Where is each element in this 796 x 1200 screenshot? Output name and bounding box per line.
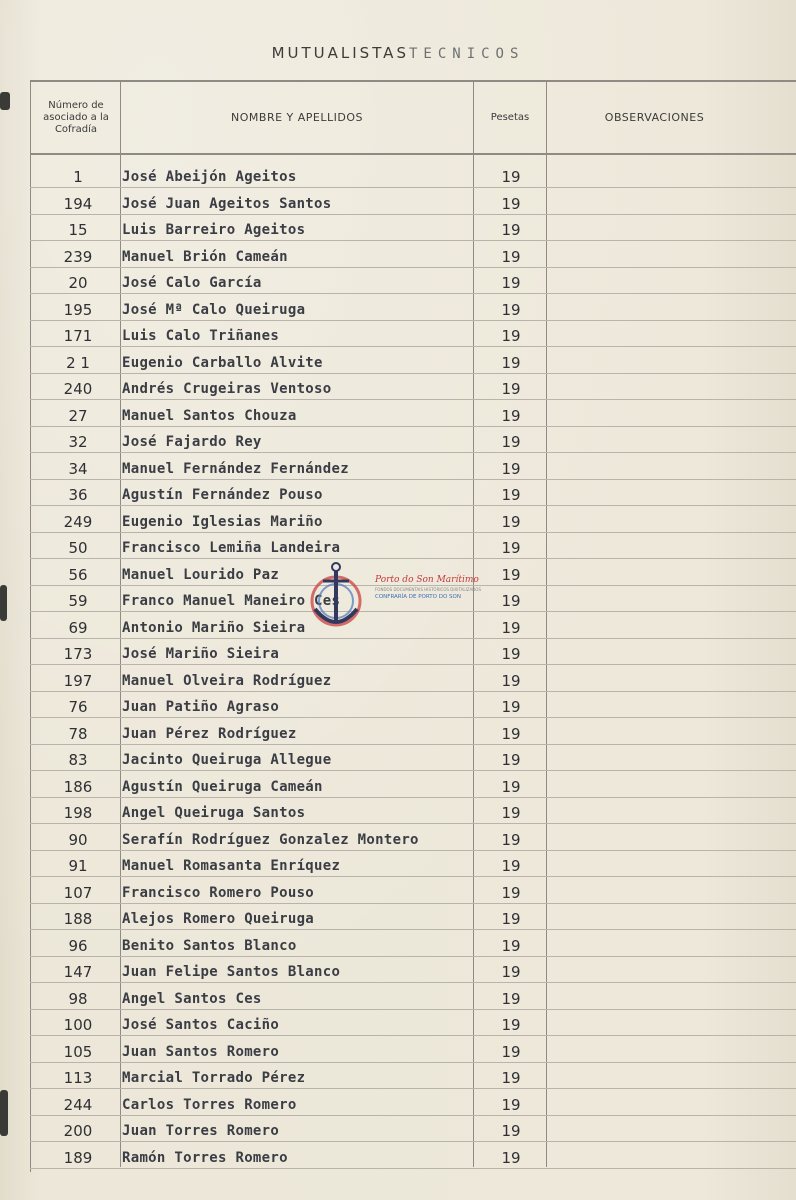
table-row [30, 189, 796, 215]
member-name: Angel Queiruga Santos [122, 805, 306, 821]
member-number: 240 [63, 380, 93, 398]
member-number: 188 [63, 910, 93, 928]
member-name: Carlos Torres Romero [122, 1096, 297, 1113]
table-header-rule [30, 153, 796, 155]
table-row [30, 268, 796, 294]
member-number: 194 [63, 194, 93, 213]
member-name: Manuel Santos Chouza [122, 407, 297, 424]
member-number: 34 [68, 459, 88, 478]
member-number: 147 [63, 963, 93, 981]
pesetas-amount: 19 [501, 989, 521, 1008]
member-name: Juan Patiño Agraso [122, 699, 280, 715]
member-number: 171 [63, 327, 93, 345]
member-name: Francisco Lemiña Landeira [122, 540, 341, 556]
member-name: Jacinto Queiruga Allegue [122, 752, 332, 768]
pesetas-amount: 19 [501, 1016, 521, 1034]
member-number: 249 [63, 512, 93, 531]
table-row [30, 1010, 796, 1036]
member-name: Luis Barreiro Ageitos [122, 222, 306, 238]
member-name: Manuel Fernández Fernández [122, 460, 349, 477]
pesetas-amount: 19 [501, 1122, 521, 1140]
pesetas-amount: 19 [501, 539, 521, 557]
member-number: 69 [68, 618, 88, 637]
member-number: 173 [63, 645, 93, 663]
pesetas-amount: 19 [501, 433, 521, 451]
pesetas-amount: 19 [501, 247, 521, 266]
table-row [30, 904, 796, 930]
table-row [30, 666, 796, 692]
table-row [30, 745, 796, 771]
table-row [30, 348, 796, 374]
table-row [30, 215, 796, 241]
pesetas-amount: 19 [501, 274, 521, 292]
member-name: José Abeijón Ageitos [122, 169, 297, 185]
member-number: 100 [63, 1016, 93, 1034]
table-row [30, 1143, 796, 1169]
member-number: 78 [68, 724, 88, 743]
pesetas-amount: 19 [501, 592, 521, 610]
member-number: 15 [68, 221, 88, 239]
member-name: Juan Santos Romero [122, 1043, 280, 1060]
archive-watermark [303, 557, 491, 643]
member-name: Serafín Rodríguez Gonzalez Montero [122, 831, 419, 848]
table-row [30, 533, 796, 559]
pesetas-amount: 19 [501, 300, 521, 319]
pesetas-amount: 19 [501, 671, 521, 690]
member-name: Agustín Fernández Pouso [122, 487, 323, 503]
pesetas-amount: 19 [501, 353, 521, 372]
member-name: Juan Torres Romero [122, 1123, 280, 1139]
title-suffix: TECNICOS [408, 46, 525, 62]
pesetas-amount: 19 [501, 618, 521, 637]
table-row [30, 1090, 796, 1116]
pesetas-amount: 19 [501, 486, 521, 504]
watermark-line3: CONFRARÍA DE PORTO DO SON [375, 594, 461, 600]
table-row [30, 401, 796, 427]
member-name: Manuel Lourido Paz [122, 566, 280, 583]
member-number: 36 [68, 486, 88, 504]
table-row [30, 162, 796, 188]
table-row [30, 454, 796, 480]
member-number: 59 [68, 592, 88, 610]
member-number: 50 [68, 539, 88, 557]
table-row [30, 957, 796, 983]
page-edge-mark [0, 1090, 8, 1136]
member-name: Eugenio Carballo Alvite [122, 354, 323, 371]
pesetas-amount: 19 [501, 565, 521, 584]
member-name: José Calo García [122, 275, 262, 291]
member-name: Eugenio Iglesias Mariño [122, 513, 323, 530]
row-rule [30, 1168, 796, 1169]
member-name: Francisco Romero Pouso [122, 884, 315, 901]
member-name: Manuel Romasanta Enríquez [122, 858, 341, 874]
member-name: Juan Pérez Rodríguez [122, 725, 297, 742]
pesetas-amount: 19 [501, 221, 521, 239]
member-name: Angel Santos Ces [122, 990, 262, 1007]
member-name: Agustín Queiruga Cameán [122, 778, 323, 795]
member-number: 113 [63, 1069, 93, 1087]
pesetas-amount: 19 [501, 194, 521, 213]
table-row [30, 427, 796, 453]
pesetas-amount: 19 [501, 1148, 521, 1167]
page-edge-mark [0, 585, 7, 621]
member-number: 56 [68, 565, 88, 584]
watermark-name: Porto do Son Marítimo [375, 575, 479, 585]
pesetas-amount: 19 [501, 1095, 521, 1114]
member-number: 83 [68, 751, 88, 769]
member-number: 96 [68, 936, 88, 955]
pesetas-amount: 19 [501, 459, 521, 478]
table-row [30, 692, 796, 718]
table-row [30, 798, 796, 824]
table-row [30, 772, 796, 798]
member-number: 107 [63, 883, 93, 902]
member-name: José Santos Caciño [122, 1017, 280, 1033]
member-number: 32 [68, 433, 88, 451]
member-number: 189 [63, 1148, 93, 1167]
pesetas-amount: 19 [501, 804, 521, 822]
pesetas-amount: 19 [501, 751, 521, 769]
pesetas-amount: 19 [501, 327, 521, 345]
member-name: José Mª Calo Queiruga [122, 301, 306, 318]
pesetas-amount: 19 [501, 883, 521, 902]
anchor-icon [303, 557, 369, 643]
pesetas-amount: 19 [501, 857, 521, 875]
pesetas-amount: 19 [501, 936, 521, 955]
pesetas-amount: 19 [501, 168, 521, 186]
member-number: 195 [63, 300, 93, 319]
table-row [30, 931, 796, 957]
member-name: Alejos Romero Queiruga [122, 911, 315, 927]
table-row [30, 242, 796, 268]
member-name: Marcial Torrado Pérez [122, 1070, 306, 1086]
header-nombre: NOMBRE Y APELLIDOS [231, 111, 363, 124]
pesetas-amount: 19 [501, 777, 521, 796]
table-row [30, 851, 796, 877]
member-number: 239 [63, 247, 93, 266]
table-row [30, 719, 796, 745]
pesetas-amount: 19 [501, 645, 521, 663]
table-row [30, 321, 796, 347]
member-name: Antonio Mariño Sieira [122, 619, 306, 636]
table-row [30, 1037, 796, 1063]
table-row [30, 507, 796, 533]
pesetas-amount: 19 [501, 1069, 521, 1087]
member-name: Luis Calo Triñanes [122, 328, 280, 344]
member-name: Ramón Torres Romero [122, 1149, 288, 1166]
header-numero: Número de asociado a la Cofradía [43, 99, 109, 135]
pesetas-amount: 19 [501, 724, 521, 743]
table-row [30, 984, 796, 1010]
table-row [30, 825, 796, 851]
table-row [30, 1063, 796, 1089]
table-row [30, 374, 796, 400]
member-name: José Fajardo Rey [122, 434, 262, 450]
pesetas-amount: 19 [501, 963, 521, 981]
page-edge-mark [0, 92, 10, 110]
header-observaciones: OBSERVACIONES [604, 111, 705, 124]
title-main: MUTUALISTAS [271, 44, 409, 62]
member-name: José Juan Ageitos Santos [122, 195, 332, 212]
member-number: 2 1 [66, 353, 90, 372]
pesetas-amount: 19 [501, 406, 521, 425]
member-name: Manuel Brión Cameán [122, 248, 288, 265]
header-pesetas: Pesetas [490, 111, 530, 123]
pesetas-amount: 19 [501, 830, 521, 849]
pesetas-amount: 19 [501, 698, 521, 716]
member-number: 1 [73, 168, 83, 186]
member-number: 200 [63, 1122, 93, 1140]
table-row [30, 295, 796, 321]
pesetas-amount: 19 [501, 380, 521, 398]
member-number: 76 [68, 698, 88, 716]
table-row [30, 480, 796, 506]
member-name: Andrés Crugeiras Ventoso [122, 381, 332, 397]
member-name: Juan Felipe Santos Blanco [122, 964, 341, 980]
member-number: 90 [68, 830, 88, 849]
document-title [0, 44, 796, 62]
table-row [30, 878, 796, 904]
member-number: 98 [68, 989, 88, 1008]
member-name: Manuel Olveira Rodríguez [122, 672, 332, 689]
member-name: José Mariño Sieira [122, 646, 280, 662]
member-number: 91 [68, 857, 88, 875]
member-number: 186 [63, 777, 93, 796]
member-number: 198 [63, 804, 93, 822]
member-number: 27 [68, 406, 88, 425]
member-number: 105 [63, 1042, 93, 1061]
member-number: 20 [68, 274, 88, 292]
pesetas-amount: 19 [501, 512, 521, 531]
member-name: Franco Manuel Maneiro Ces [122, 593, 341, 609]
member-number: 197 [63, 671, 93, 690]
pesetas-amount: 19 [501, 910, 521, 928]
watermark-line2: FONDOS DOCUMENTAIS HISTÓRICOS DIXITALIZADOS [375, 587, 481, 592]
member-number: 244 [63, 1095, 93, 1114]
member-name: Benito Santos Blanco [122, 937, 297, 954]
table-row [30, 1116, 796, 1142]
pesetas-amount: 19 [501, 1042, 521, 1061]
